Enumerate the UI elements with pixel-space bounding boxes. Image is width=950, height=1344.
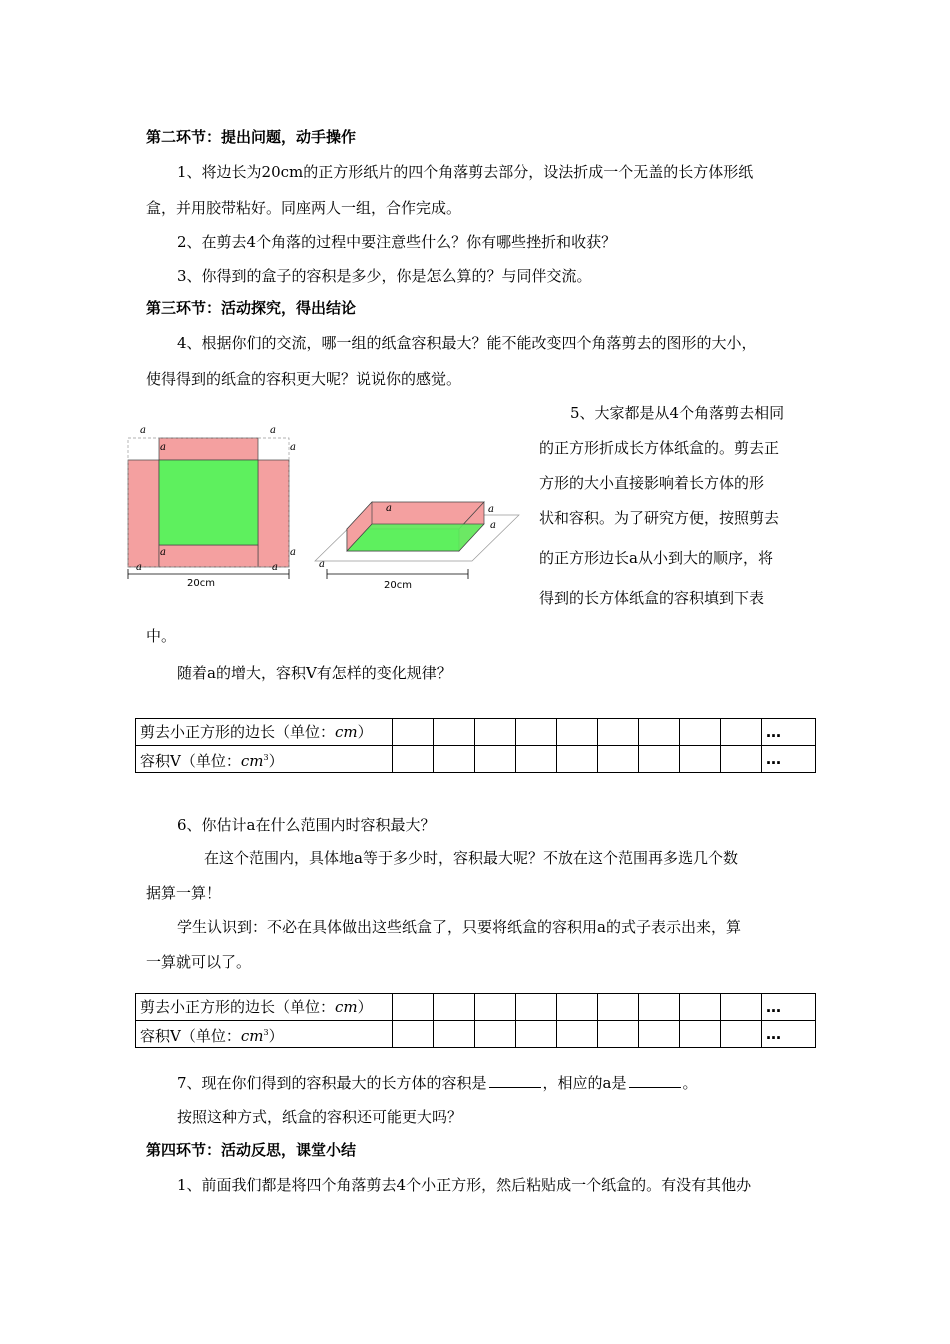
net-diagram	[128, 425, 296, 589]
answer-blank-a[interactable]	[629, 1073, 681, 1088]
table-cell[interactable]	[639, 994, 680, 1021]
ellipsis-cell: …	[762, 719, 816, 746]
width-label: 20cm	[384, 580, 412, 590]
table-cell[interactable]	[557, 1021, 598, 1048]
paragraph-8: 1、前面我们都是将四个角落剪去4个小正方形，然后粘贴成一个纸盒的。有没有其他办	[177, 1176, 752, 1194]
paragraph-6b: 在这个范围内，具体地a等于多少时，容积最大呢？不放在这个范围再多选几个数	[204, 849, 738, 867]
paragraph-7-mid: ，相应的a是	[542, 1074, 627, 1092]
table-cell[interactable]	[393, 994, 434, 1021]
table-cell[interactable]	[475, 1021, 516, 1048]
ellipsis-cell: …	[762, 746, 816, 773]
paragraph-5g: 中。	[146, 627, 177, 645]
table-cell[interactable]	[721, 746, 762, 773]
paragraph-5f: 得到的长方体纸盒的容积填到下表	[539, 589, 765, 607]
label-a: a	[490, 520, 496, 531]
ellipsis-cell: …	[762, 1021, 816, 1048]
table-cell[interactable]	[639, 719, 680, 746]
width-label: 20cm	[187, 578, 215, 589]
paragraph-6e: 一算就可以了。	[146, 953, 252, 971]
volume-table-1	[135, 718, 816, 773]
table-cell[interactable]	[516, 746, 557, 773]
paragraph-6d: 学生认识到：不必在具体做出这些纸盒了，只要将纸盒的容积用a的式子表示出来，算	[177, 918, 741, 936]
paragraph-2: 2、在剪去4个角落的过程中要注意些什么？你有哪些挫折和收获？	[177, 233, 617, 251]
table-cell[interactable]	[475, 719, 516, 746]
row-label: 容积V（单位：$cm^3$）	[136, 746, 393, 773]
question-change: 随着a的增大，容积V有怎样的变化规律？	[177, 664, 452, 682]
box-net-figure	[122, 420, 522, 590]
ellipsis-cell: …	[762, 994, 816, 1021]
section-3-title: 第三环节：活动探究，得出结论	[146, 299, 357, 317]
table-cell[interactable]	[680, 1021, 721, 1048]
label-a: a	[290, 547, 296, 558]
row-label: 剪去小正方形的边长（单位：cm）	[136, 719, 393, 746]
paragraph-5d: 状和容积。为了研究方便，按照剪去	[539, 509, 780, 527]
label-a: a	[319, 559, 325, 570]
table-cell[interactable]	[680, 719, 721, 746]
table-row	[136, 719, 816, 746]
table-cell[interactable]	[721, 994, 762, 1021]
paragraph-4b: 使得得到的纸盒的容积更大呢？说说你的感觉。	[146, 370, 462, 388]
label-a: a	[290, 442, 296, 453]
table-cell[interactable]	[516, 994, 557, 1021]
table-row	[136, 1021, 816, 1048]
box-diagram	[315, 502, 519, 590]
paragraph-7-pre: 7、现在你们得到的容积最大的长方体的容积是	[177, 1074, 487, 1092]
table-cell[interactable]	[598, 719, 639, 746]
table-cell[interactable]	[516, 719, 557, 746]
table-row	[136, 746, 816, 773]
paragraph-3: 3、你得到的盒子的容积是多少，你是怎么算的？与同伴交流。	[177, 267, 592, 285]
table-cell[interactable]	[598, 994, 639, 1021]
volume-table-2	[135, 993, 816, 1048]
paragraph-6c: 据算一算！	[146, 884, 222, 902]
table-cell[interactable]	[639, 746, 680, 773]
table-cell[interactable]	[721, 719, 762, 746]
paragraph-1b: 盒，并用胶带粘好。同座两人一组，合作完成。	[146, 199, 462, 217]
label-a: a	[386, 503, 392, 514]
table-cell[interactable]	[639, 1021, 680, 1048]
table-cell[interactable]	[721, 1021, 762, 1048]
label-a: a	[140, 425, 146, 436]
table-cell[interactable]	[393, 1021, 434, 1048]
table-cell[interactable]	[475, 746, 516, 773]
label-a: a	[270, 425, 276, 436]
table-cell[interactable]	[557, 994, 598, 1021]
table-cell[interactable]	[434, 994, 475, 1021]
table-cell[interactable]	[393, 746, 434, 773]
table-cell[interactable]	[598, 746, 639, 773]
table-cell[interactable]	[598, 1021, 639, 1048]
table-cell[interactable]	[557, 719, 598, 746]
table-row	[136, 994, 816, 1021]
table-cell[interactable]	[434, 719, 475, 746]
paragraph-7b: 按照这种方式，纸盒的容积还可能更大吗？	[177, 1108, 463, 1126]
paragraph-4a: 4、根据你们的交流，哪一组的纸盒容积最大？能不能改变四个角落剪去的图形的大小，	[177, 334, 757, 352]
paragraph-6: 6、你估计a在什么范围内时容积最大？	[177, 816, 436, 834]
table-cell[interactable]	[475, 994, 516, 1021]
table-cell[interactable]	[434, 1021, 475, 1048]
table-cell[interactable]	[393, 719, 434, 746]
row-label: 容积V（单位：$cm^3$）	[136, 1021, 393, 1048]
label-a: a	[160, 547, 166, 558]
label-a: a	[136, 562, 142, 573]
paragraph-1a: 1、将边长为20cm的正方形纸片的四个角落剪去部分，设法折成一个无盖的长方体形纸	[177, 163, 754, 181]
paragraph-5b: 的正方形折成长方体纸盒的。剪去正	[539, 439, 780, 457]
table-cell[interactable]	[434, 746, 475, 773]
paragraph-5c: 方形的大小直接影响着长方体的形	[539, 474, 765, 492]
label-a: a	[272, 562, 278, 573]
label-a: a	[160, 442, 166, 453]
table-cell[interactable]	[557, 746, 598, 773]
table-cell[interactable]	[680, 746, 721, 773]
paragraph-5a: 5、大家都是从4个角落剪去相同	[570, 404, 785, 422]
row-label: 剪去小正方形的边长（单位：cm）	[136, 994, 393, 1021]
paragraph-7	[177, 1073, 698, 1093]
answer-blank-volume[interactable]	[489, 1073, 541, 1088]
label-a: a	[488, 504, 494, 515]
table-cell[interactable]	[516, 1021, 557, 1048]
paragraph-7-post: 。	[682, 1074, 698, 1092]
paragraph-5e: 的正方形边长a从小到大的顺序，将	[539, 549, 773, 567]
section-2-title: 第二环节：提出问题，动手操作	[146, 128, 357, 146]
table-cell[interactable]	[680, 994, 721, 1021]
section-4-title: 第四环节：活动反思，课堂小结	[146, 1141, 357, 1159]
